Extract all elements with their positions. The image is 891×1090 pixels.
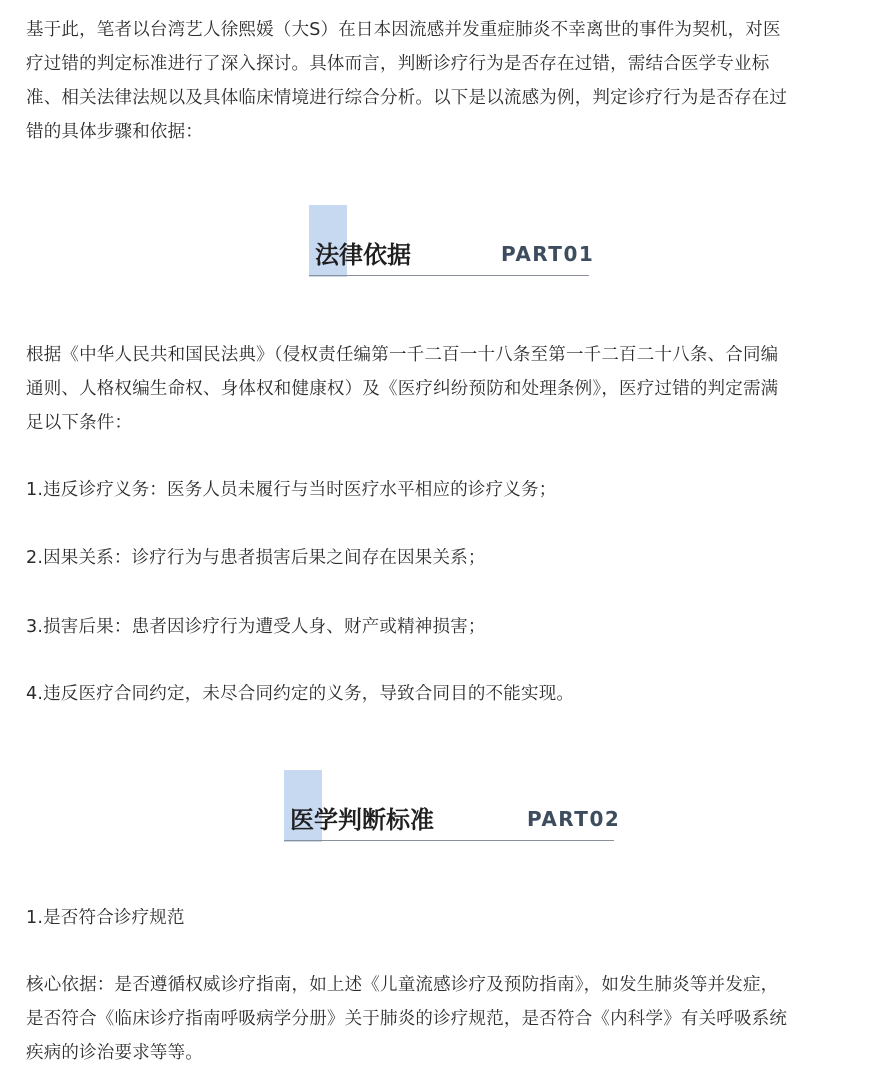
- heading-underline: [309, 275, 589, 276]
- part-label: PART02: [527, 807, 621, 831]
- body-line: 核心依据：是否遵循权威诊疗指南，如上述《儿童流感诊疗及预防指南》，如发生肺炎等并发症，: [26, 975, 779, 995]
- intro-line: 基于此，笔者以台湾艺人徐熙媛（大S）在日本因流感并发重症肺炎不幸离世的事件为契机，对医: [26, 20, 781, 40]
- list-item: 1.是否符合诊疗规范: [26, 908, 185, 928]
- intro-line: 准、相关法律法规以及具体临床情境进行综合分析。以下是以流感为例，判定诊疗行为是否存在过: [26, 88, 788, 108]
- list-item: 1.违反诊疗义务：医务人员未履行与当时医疗水平相应的诊疗义务；: [26, 480, 557, 500]
- intro-paragraph: [26, 13, 876, 149]
- list-item: 2.因果关系：诊疗行为与患者损害后果之间存在因果关系；: [26, 548, 486, 568]
- intro-line: 错的具体步骤和依据：: [26, 122, 203, 142]
- list-item: 4.违反医疗合同约定，未尽合同约定的义务，导致合同目的不能实现。: [26, 684, 575, 704]
- section-title: 法律依据: [315, 241, 411, 269]
- section-title: 医学判断标准: [290, 806, 434, 834]
- legal-basis-paragraph: [26, 338, 876, 440]
- heading-underline: [284, 840, 614, 841]
- body-line: 根据《中华人民共和国民法典》（侵权责任编第一千二百一十八条至第一千二百二十八条、合同编: [26, 345, 779, 365]
- intro-line: 疗过错的判定标准进行了深入探讨。具体而言，判断诊疗行为是否存在过错，需结合医学专业标: [26, 54, 770, 74]
- section-heading-medical-standard: [284, 770, 621, 842]
- body-line: 足以下条件：: [26, 413, 133, 433]
- body-line: 是否符合《临床诊疗指南呼吸病学分册》关于肺炎的诊疗规范，是否符合《内科学》有关呼吸系统: [26, 1009, 788, 1029]
- section-heading-legal-basis: [309, 205, 595, 277]
- list-item: 3.损害后果：患者因诊疗行为遭受人身、财产或精神损害；: [26, 617, 486, 637]
- body-line: 疾病的诊治要求等等。: [26, 1043, 203, 1063]
- part-label: PART01: [501, 242, 595, 266]
- core-basis-paragraph: [26, 968, 876, 1070]
- body-line: 通则、人格权编生命权、身体权和健康权）及《医疗纠纷预防和处理条例》，医疗过错的判定需满: [26, 379, 779, 399]
